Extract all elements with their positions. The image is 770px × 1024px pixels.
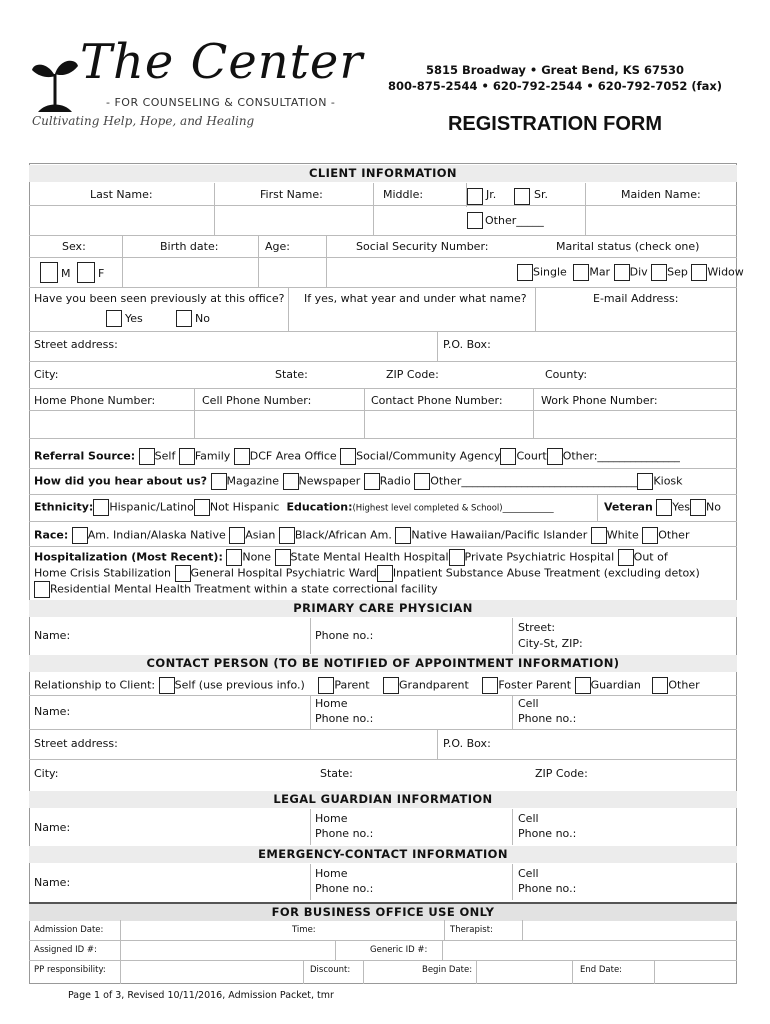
referral-dcf-checkbox[interactable] xyxy=(234,448,250,465)
section-primary-care-physician: PRIMARY CARE PHYSICIAN xyxy=(29,600,737,617)
race-asian-checkbox[interactable] xyxy=(229,527,245,544)
section-client-information: CLIENT INFORMATION xyxy=(29,165,737,182)
logo-subtitle: - FOR COUNSELING & CONSULTATION - xyxy=(106,96,336,109)
discount-label: Discount: xyxy=(310,965,351,975)
hosp-private-checkbox[interactable] xyxy=(449,549,465,566)
pcp-name-label: Name: xyxy=(34,629,71,642)
form-title: REGISTRATION FORM xyxy=(447,113,663,135)
sr-checkbox[interactable] xyxy=(514,188,530,205)
hosp-row-3: Residential Mental Health Treatment within a state correctional facility xyxy=(34,581,438,598)
section-legal-guardian: LEGAL GUARDIAN INFORMATION xyxy=(29,791,737,808)
hear-other-checkbox[interactable] xyxy=(414,473,430,490)
referral-social-checkbox[interactable] xyxy=(340,448,356,465)
assigned-id-label: Assigned ID #: xyxy=(34,945,97,955)
contact-po-box-label: P.O. Box: xyxy=(443,737,491,750)
hear-row: How did you hear about us? Magazine Newspaper Radio Other________________________________ Kiosk xyxy=(34,473,683,490)
first-name-label: First Name: xyxy=(260,188,323,201)
zip-label: ZIP Code: xyxy=(386,368,439,381)
hear-magazine-checkbox[interactable] xyxy=(211,473,227,490)
referral-family-checkbox[interactable] xyxy=(179,448,195,465)
contact-city-label: City: xyxy=(34,767,59,780)
other-suffix-checkbox[interactable] xyxy=(467,212,483,229)
sex-m-label: M xyxy=(61,267,71,280)
po-box-label: P.O. Box: xyxy=(443,338,491,351)
jr-checkbox[interactable] xyxy=(467,188,483,205)
office-phones: 800-875-2544 • 620-792-2544 • 620-792-7052 (fax) xyxy=(387,79,723,93)
guardian-home-phone-label: Phone no.: xyxy=(315,827,374,840)
contact-zip-label: ZIP Code: xyxy=(535,767,588,780)
pcp-phone-label: Phone no.: xyxy=(315,629,374,642)
birth-date-label: Birth date: xyxy=(160,240,219,253)
section-business-office: FOR BUSINESS OFFICE USE ONLY xyxy=(29,902,737,921)
contact-home-phone-label: Phone no.: xyxy=(315,712,374,725)
other-suffix-label: Other_____ xyxy=(485,214,544,227)
contact-phone-label: Contact Phone Number: xyxy=(371,394,503,407)
emergency-home-phone-label: Phone no.: xyxy=(315,882,374,895)
contact-home-label: Home xyxy=(315,697,348,710)
contact-cell-label: Cell xyxy=(518,697,539,710)
time-label: Time: xyxy=(292,925,316,935)
middle-label: Middle: xyxy=(383,188,424,201)
sr-label: Sr. xyxy=(534,188,548,201)
emergency-home-label: Home xyxy=(315,867,348,880)
guardian-cell-phone-label: Phone no.: xyxy=(518,827,577,840)
referral-other-checkbox[interactable] xyxy=(547,448,563,465)
seen-no-checkbox[interactable] xyxy=(176,310,192,327)
race-other-checkbox[interactable] xyxy=(642,527,658,544)
separated-checkbox[interactable] xyxy=(651,264,667,281)
email-label: E-mail Address: xyxy=(593,292,679,305)
section-emergency-contact: EMERGENCY-CONTACT INFORMATION xyxy=(29,846,737,863)
veteran-no-checkbox[interactable] xyxy=(690,499,706,516)
race-row: Race: Am. Indian/Alaska Native Asian Black/African Am. Native Hawaiian/Pacific Islander White Other xyxy=(34,527,689,544)
rel-other-checkbox[interactable] xyxy=(652,677,668,694)
street-address-label: Street address: xyxy=(34,338,118,351)
married-checkbox[interactable] xyxy=(573,264,589,281)
relationship-row: Relationship to Client: Self (use previous info.) Parent Grandparent Foster Parent Guardian Other xyxy=(34,677,700,694)
not-hispanic-checkbox[interactable] xyxy=(194,499,210,516)
widow-checkbox[interactable] xyxy=(691,264,707,281)
contact-cell-phone-label: Phone no.: xyxy=(518,712,577,725)
guardian-name-label: Name: xyxy=(34,821,71,834)
hear-radio-checkbox[interactable] xyxy=(364,473,380,490)
rel-guardian-checkbox[interactable] xyxy=(575,677,591,694)
race-black-checkbox[interactable] xyxy=(279,527,295,544)
generic-id-label: Generic ID #: xyxy=(370,945,428,955)
pcp-street-label: Street: xyxy=(518,621,556,634)
state-label: State: xyxy=(275,368,308,381)
office-address: 5815 Broadway • Great Bend, KS 67530 xyxy=(426,63,684,77)
seen-yes-checkbox[interactable] xyxy=(106,310,122,327)
emergency-cell-phone-label: Phone no.: xyxy=(518,882,577,895)
sex-f-checkbox[interactable] xyxy=(77,262,95,283)
emergency-name-label: Name: xyxy=(34,876,71,889)
sex-label: Sex: xyxy=(62,240,86,253)
logo-tagline: Cultivating Help, Hope, and Healing xyxy=(32,114,255,128)
logo-text: The Center xyxy=(80,34,364,90)
last-name-label: Last Name: xyxy=(90,188,153,201)
referral-self-checkbox[interactable] xyxy=(139,448,155,465)
rel-foster-checkbox[interactable] xyxy=(482,677,498,694)
referral-court-checkbox[interactable] xyxy=(500,448,516,465)
seen-yes-label: Yes xyxy=(125,312,143,325)
hosp-inpatient-checkbox[interactable] xyxy=(377,565,393,582)
race-white-checkbox[interactable] xyxy=(591,527,607,544)
page-footer: Page 1 of 3, Revised 10/11/2016, Admission Packet, tmr xyxy=(68,990,334,1001)
hosp-out-of-home-checkbox[interactable] xyxy=(618,549,634,566)
pcp-city-label: City-St, ZIP: xyxy=(518,637,583,650)
contact-street-label: Street address: xyxy=(34,737,118,750)
seen-no-label: No xyxy=(195,312,210,325)
race-hawaiian-checkbox[interactable] xyxy=(395,527,411,544)
hear-newspaper-checkbox[interactable] xyxy=(283,473,299,490)
guardian-home-label: Home xyxy=(315,812,348,825)
county-label: County: xyxy=(545,368,588,381)
hosp-row-1: Hospitalization (Most Recent): None State Mental Health Hospital Private Psychiatric Hospital Out of xyxy=(34,549,668,566)
pp-responsibility-label: PP responsibility: xyxy=(34,965,106,975)
single-checkbox[interactable] xyxy=(517,264,533,281)
marital-options: Single Mar Div Sep Widow xyxy=(517,264,744,281)
guardian-cell-label: Cell xyxy=(518,812,539,825)
hosp-row-2: Home Crisis Stabilization General Hospital Psychiatric Ward Inpatient Substance Abuse Treatment (excluding detox) xyxy=(34,565,700,582)
hear-kiosk-checkbox[interactable] xyxy=(637,473,653,490)
logo xyxy=(30,34,364,138)
begin-date-label: Begin Date: xyxy=(422,965,473,975)
sex-m-checkbox[interactable] xyxy=(40,262,58,283)
hosp-residential-checkbox[interactable] xyxy=(34,581,50,598)
hosp-general-checkbox[interactable] xyxy=(175,565,191,582)
city-label: City: xyxy=(34,368,59,381)
seen-before-label: Have you been seen previously at this office? xyxy=(34,292,285,305)
sex-f-label: F xyxy=(98,267,105,280)
maiden-name-label: Maiden Name: xyxy=(621,188,701,201)
hosp-state-checkbox[interactable] xyxy=(275,549,291,566)
hosp-none-checkbox[interactable] xyxy=(226,549,242,566)
hispanic-checkbox[interactable] xyxy=(93,499,109,516)
therapist-label: Therapist: xyxy=(450,925,493,935)
marital-status-label: Marital status (check one) xyxy=(556,240,700,253)
rel-parent-checkbox[interactable] xyxy=(318,677,334,694)
admission-date-label: Admission Date: xyxy=(34,925,104,935)
veteran-row: Veteran Yes No xyxy=(604,499,721,516)
ssn-label: Social Security Number: xyxy=(356,240,489,253)
emergency-cell-label: Cell xyxy=(518,867,539,880)
referral-row: Referral Source: Self Family DCF Area Office Social/Community Agency Court Other:_______________ xyxy=(34,448,680,465)
if-yes-label: If yes, what year and under what name? xyxy=(304,292,527,305)
ethnicity-row: Ethnicity: Hispanic/Latino Not Hispanic Education:(Highest level completed & School)____________ xyxy=(34,499,554,516)
cell-phone-label: Cell Phone Number: xyxy=(202,394,312,407)
contact-name-label: Name: xyxy=(34,705,71,718)
work-phone-label: Work Phone Number: xyxy=(541,394,658,407)
section-contact-person: CONTACT PERSON (TO BE NOTIFIED OF APPOINTMENT INFORMATION) xyxy=(29,655,737,672)
contact-state-label: State: xyxy=(320,767,353,780)
age-label: Age: xyxy=(265,240,290,253)
jr-label: Jr. xyxy=(486,188,497,201)
rel-self-checkbox[interactable] xyxy=(159,677,175,694)
sprout-icon xyxy=(30,52,80,114)
rel-grandparent-checkbox[interactable] xyxy=(383,677,399,694)
divorced-checkbox[interactable] xyxy=(614,264,630,281)
race-am-indian-checkbox[interactable] xyxy=(72,527,88,544)
end-date-label: End Date: xyxy=(580,965,623,975)
home-phone-label: Home Phone Number: xyxy=(34,394,156,407)
veteran-yes-checkbox[interactable] xyxy=(656,499,672,516)
